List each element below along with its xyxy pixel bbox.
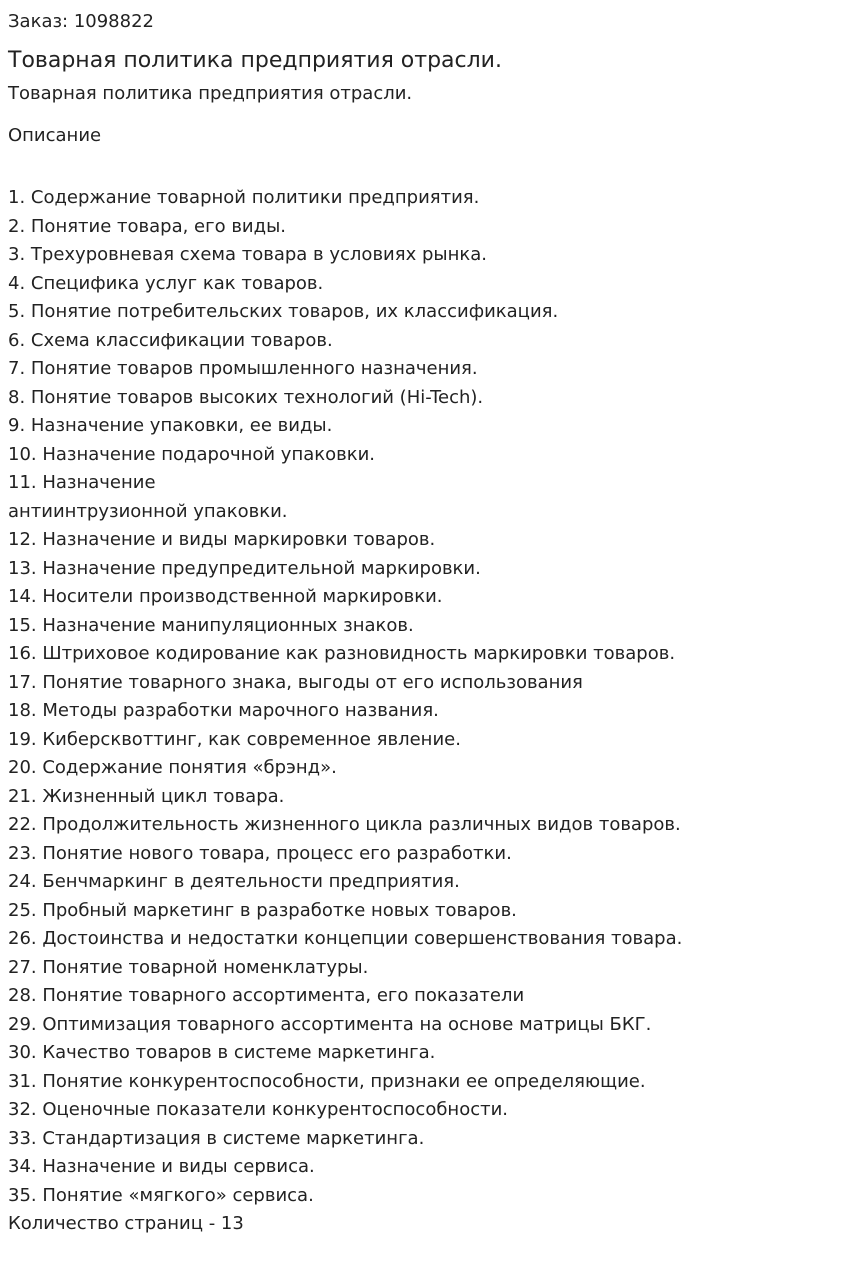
list-item: 1. Содержание товарной политики предприятия.	[8, 187, 480, 208]
list-item: 7. Понятие товаров промышленного назначения.	[8, 358, 478, 379]
list-item: 31. Понятие конкурентоспособности, признаки ее определяющие.	[8, 1070, 646, 1092]
order-number: Заказ: 1098822	[8, 11, 154, 32]
list-item: 32. Оценочные показатели конкурентоспособности.	[8, 1099, 509, 1120]
list-item: 13. Назначение предупредительной маркировки.	[8, 557, 481, 579]
list-item: 26. Достоинства и недостатки концепции совершенствования товара.	[8, 928, 683, 949]
list-item: 21. Жизненный цикл товара.	[8, 785, 285, 807]
list-item: 24. Бенчмаркинг в деятельности предприятия.	[8, 871, 460, 892]
list-item: 4. Специфика услуг как товаров.	[8, 272, 324, 294]
list-item: 33. Стандартизация в системе маркетинга.	[8, 1127, 425, 1149]
list-item: 17. Понятие товарного знака, выгоды от его использования	[8, 671, 583, 693]
list-item: 29. Оптимизация товарного ассортимента на основе матрицы БКГ.	[8, 1013, 652, 1035]
page-title: Товарная политика предприятия отрасли.	[8, 48, 502, 73]
list-item: 3. Трехуровневая схема товара в условиях рынка.	[8, 244, 487, 265]
topics-list	[8, 184, 839, 1210]
list-item: 25. Пробный маркетинг в разработке новых товаров.	[8, 899, 517, 921]
page-count: Количество страниц - 13	[8, 1213, 244, 1234]
list-item: 16. Штриховое кодирование как разновидность маркировки товаров.	[8, 643, 676, 664]
list-item: 30. Качество товаров в системе маркетинга.	[8, 1042, 436, 1063]
page-subtitle: Товарная политика предприятия отрасли.	[8, 83, 413, 104]
list-item: 8. Понятие товаров высоких технологий (Hi-Tech).	[8, 386, 484, 408]
list-item: 34. Назначение и виды сервиса.	[8, 1156, 315, 1177]
list-item: 6. Схема классификации товаров.	[8, 329, 333, 351]
list-item: 18. Методы разработки марочного названия.	[8, 700, 439, 721]
list-item: 12. Назначение и виды маркировки товаров.	[8, 529, 436, 550]
list-item: 22. Продолжительность жизненного цикла различных видов товаров.	[8, 814, 681, 835]
list-item: 19. Киберсквоттинг, как современное явление.	[8, 728, 461, 750]
list-item: 28. Понятие товарного ассортимента, его показатели	[8, 985, 525, 1006]
list-item: 10. Назначение подарочной упаковки.	[8, 443, 376, 465]
list-item: 2. Понятие товара, его виды.	[8, 215, 287, 237]
list-item: 23. Понятие нового товара, процесс его разработки.	[8, 842, 512, 864]
list-item: 5. Понятие потребительских товаров, их классификация.	[8, 301, 559, 322]
list-item: 35. Понятие «мягкого» сервиса.	[8, 1184, 314, 1206]
list-item: 15. Назначение манипуляционных знаков.	[8, 614, 414, 636]
list-item: 14. Носители производственной маркировки.	[8, 586, 443, 607]
description-heading: Описание	[8, 125, 102, 146]
list-item: 27. Понятие товарной номенклатуры.	[8, 956, 369, 978]
list-item: 20. Содержание понятия «брэнд».	[8, 757, 337, 778]
list-item: 9. Назначение упаковки, ее виды.	[8, 415, 333, 436]
list-item: 11. Назначение антиинтрузионной упаковки.	[8, 472, 288, 522]
